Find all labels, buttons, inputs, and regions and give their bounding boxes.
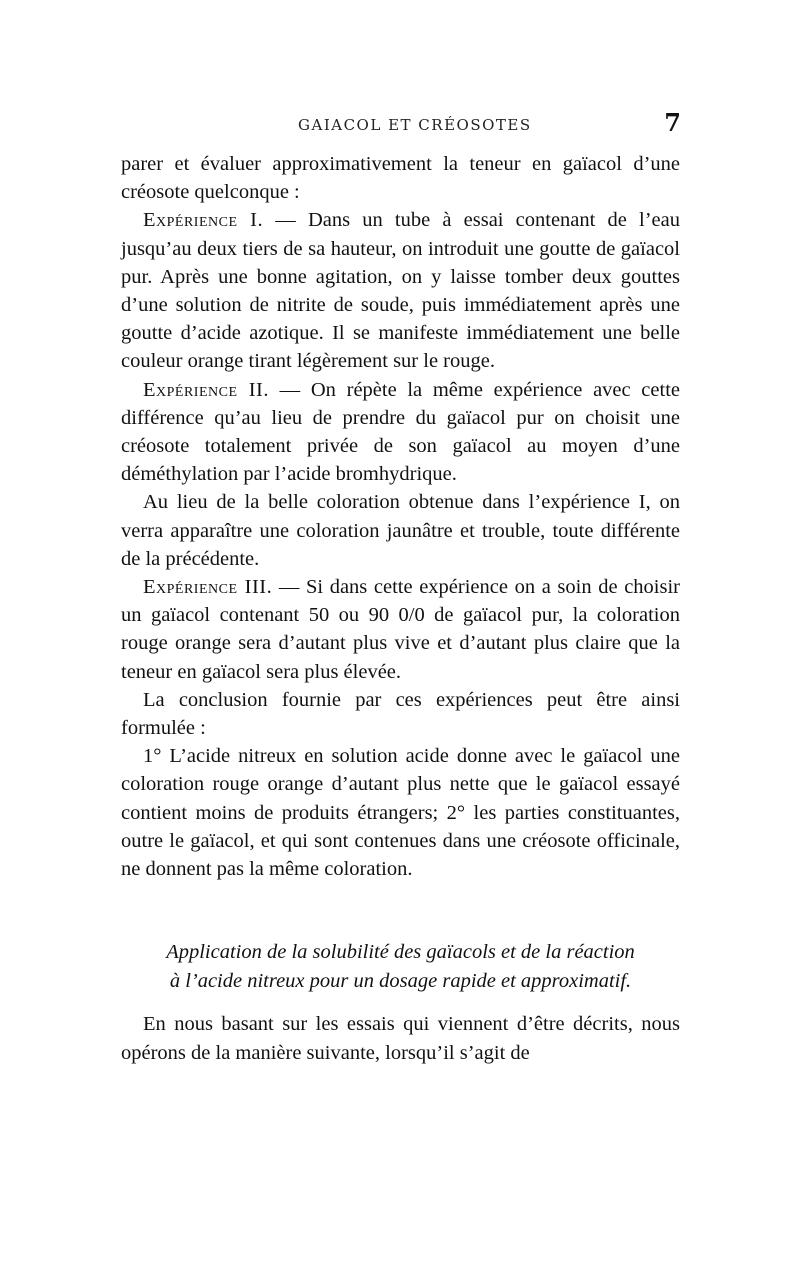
experience-text: — Dans un tube à essai contenant de l’eau jusqu’au deux tiers de sa hauteur, on introduit une goutte de gaïacol pur. Après une bonne agitation, on y laisse tomber deux gouttes d’une solution de nitrite de soude, puis immédiatement après une goutte d’acide azotique. Il se manifeste immédiatement une belle couleur orange tirant légèrement sur le rouge. [121, 209, 680, 373]
page-number: 7 [664, 108, 681, 137]
experience-text: — Si dans cette expérience on a soin de choisir un gaïacol contenant 50 ou 90 0/0 de gaïacol pur, la coloration rouge orange sera d’autant plus vive et d’autant plus claire que la teneur en gaïacol sera plus élevée. [121, 576, 680, 683]
experience-text: — On répète la même expérience avec cette différence qu’au lieu de prendre du gaïacol pur on choisit une créosote totalement privée de son gaïacol au moyen d’une déméthylation par l’acide bromhydrique. [121, 378, 680, 486]
paragraph-experience-2 [121, 376, 680, 489]
paragraph-experience-3 [121, 573, 680, 686]
paragraph-method: En nous basant sur les essais qui viennent d’être décrits, nous opérons de la manière suivante, lorsqu’il s’agit de [121, 1013, 680, 1064]
paragraph-comparison: Au lieu de la belle coloration obtenue dans l’expérience I, on verra apparaître une coloration jaunâtre et trouble, toute différente de la précédente. [121, 491, 680, 570]
running-title: GAIACOL ET CRÉOSOTES [298, 116, 532, 134]
experience-label: Expérience II. [143, 378, 269, 401]
paragraph-conclusion: 1° L’acide nitreux en solution acide donne avec le gaïacol une coloration rouge orange d’autant plus nette que le gaïacol essayé contient moins de produits étrangers; 2° les parties constituantes, outre le gaïacol, et qui sont contenues dans une créosote officinale, ne donnent pas la même coloration. [121, 745, 680, 881]
page-header [121, 108, 681, 140]
section-title-line-2: à l’acide nitreux pour un dosage rapide et approximatif. [169, 970, 632, 992]
final-paragraph-block [121, 1010, 680, 1068]
section-title-line-1: Application de la solubilité des gaïacols et de la réaction [166, 941, 635, 963]
paragraph-continuation: parer et évaluer approximativement la teneur en gaïacol d’une créosote quelconque : [121, 153, 680, 204]
experience-label: Expérience III. [143, 576, 273, 599]
body-text [121, 150, 680, 883]
paragraph-conclusion-intro: La conclusion fournie par ces expériences peut être ainsi formulée : [121, 688, 680, 740]
paragraph-experience-1 [121, 206, 680, 375]
section-title [121, 938, 680, 996]
experience-label: Expérience I. [143, 209, 264, 232]
